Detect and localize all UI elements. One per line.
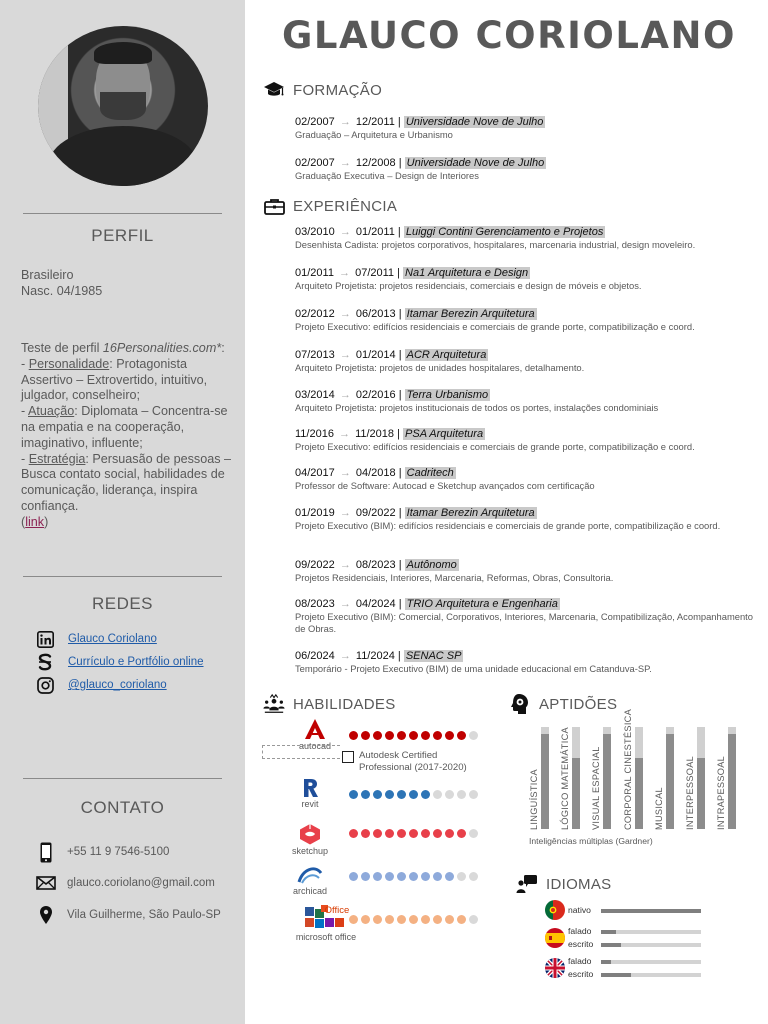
start-date: 11/2016 [295, 428, 334, 440]
end-date: 02/2016 [355, 389, 396, 401]
organization: TRIO Arquitetura e Engenharia [406, 598, 558, 610]
entry-description: Projeto Executivo: edifícios residenciais e comerciais de grande porte, compatibilização e coord. [295, 321, 695, 332]
entry-description: Professor de Software: Autocad e Sketchup avançados com certificação [295, 480, 595, 491]
portfolio-icon [36, 653, 54, 671]
language-level-bar [601, 960, 701, 964]
level-dot [469, 790, 478, 799]
speech-icon [516, 874, 538, 894]
level-dot [433, 790, 442, 799]
level-dot [469, 872, 478, 881]
sketchup-logo [280, 823, 340, 856]
linkedin-icon [36, 630, 54, 648]
nationality: Brasileiro [21, 268, 74, 282]
start-date: 03/2010 [295, 226, 335, 238]
start-date: 01/2011 [295, 267, 334, 279]
skill-name: sketchup [291, 846, 329, 856]
link-close: ) [44, 514, 49, 529]
link-open: ( [21, 514, 26, 529]
level-dot [433, 915, 442, 924]
birth-date: Nasc. 04/1985 [21, 283, 103, 298]
instagram-link[interactable]: @glauco_coriolano [68, 679, 167, 691]
level-dot [349, 872, 358, 881]
idiomas-heading [516, 874, 611, 894]
entry [295, 558, 755, 584]
entry [295, 427, 755, 453]
entry-header [295, 115, 755, 129]
entry-header [295, 156, 755, 170]
level-dot [373, 915, 382, 924]
separator: | [395, 157, 405, 169]
level-dot [433, 872, 442, 881]
revit-logo [280, 778, 340, 809]
separator: | [395, 349, 405, 361]
formacao-title: FORMAÇÃO [293, 81, 383, 99]
aptidoes-heading [509, 694, 617, 714]
level-dot [361, 872, 370, 881]
instagram-icon [36, 676, 54, 694]
level-dot [385, 915, 394, 924]
aptitude-label: INTERPESSOAL [685, 755, 695, 830]
organization: Itamar Berezin Arquitetura [406, 308, 535, 320]
entry-header [295, 597, 755, 611]
start-date: 01/2019 [295, 507, 335, 519]
skill-dots-microsoft-office [349, 915, 478, 924]
level-dot [373, 829, 382, 838]
level-dot [421, 731, 430, 740]
start-date: 03/2014 [295, 389, 335, 401]
entry-header [295, 427, 755, 441]
language-level-bar [601, 973, 701, 977]
organization: Na1 Arquitetura e Design [405, 267, 529, 279]
entry-header [295, 649, 755, 663]
formacao-heading [263, 80, 382, 100]
level-dot [457, 872, 466, 881]
uk-flag-icon [545, 958, 565, 978]
arrow-right-icon: → [339, 428, 351, 440]
level-dot [457, 829, 466, 838]
start-date: 08/2023 [295, 598, 335, 610]
level-dot [421, 872, 430, 881]
mail-icon [36, 872, 56, 894]
level-dot [469, 915, 478, 924]
language-level-fill [601, 930, 616, 934]
team-skills-icon [263, 694, 285, 714]
start-date: 07/2013 [295, 349, 335, 361]
organization: Universidade Nove de Julho [406, 157, 545, 169]
portugal-flag-icon [545, 900, 565, 920]
skill-name: autocad [298, 741, 332, 751]
start-date: 02/2012 [295, 308, 335, 320]
aptitude-bar-fill [603, 734, 611, 829]
entry-header [295, 388, 755, 402]
phone-number[interactable]: +55 11 9 7546-5100 [67, 846, 170, 858]
aptitude-bar-fill [541, 734, 549, 829]
skill-name: archicad [292, 886, 328, 896]
estrategia-text: : Persuasão de pessoas – Busca contato social, habilidades de comunicação, liderança, inspira confiança. [21, 451, 232, 513]
arrow-right-icon: → [339, 226, 351, 238]
autocad-icon [303, 718, 327, 740]
entry-header [295, 307, 755, 321]
network-portfolio[interactable] [36, 653, 204, 671]
level-dot [397, 829, 406, 838]
divider [23, 576, 222, 577]
email-address[interactable]: glauco.coriolano@gmail.com [67, 877, 215, 889]
arrow-right-icon: → [339, 598, 351, 610]
contact-phone [36, 841, 169, 863]
aptitude-bar [541, 727, 549, 829]
entry [295, 225, 755, 251]
aptidoes-title: APTIDÕES [539, 695, 618, 713]
entry-description: Graduação Executiva – Design de Interiores [295, 170, 479, 181]
entry-description: Arquiteto Projetista: projetos institucionais de todos os portes, instalações condominiais [295, 402, 659, 413]
personalidade-label: Personalidade [28, 356, 110, 371]
entry-header [295, 266, 755, 280]
idiomas-title: IDIOMAS [546, 875, 612, 893]
level-dot [385, 731, 394, 740]
entry-description: Graduação – Arquitetura e Urbanismo [295, 129, 453, 140]
aptitude-bar-fill [728, 734, 736, 829]
level-dot [445, 915, 454, 924]
level-dot [421, 790, 430, 799]
separator: | [395, 559, 405, 571]
entry-description: Arquiteto Projetista: projetos de unidades hospitalares, detalhamento. [295, 362, 585, 373]
entry [295, 266, 755, 292]
entry-description: Projeto Executivo (BIM): edifícios residenciais e comerciais de grande porte, compatibilização e coord. [295, 520, 721, 531]
separator: | [394, 428, 404, 440]
end-date: 04/2018 [355, 467, 396, 479]
level-dot [349, 790, 358, 799]
level-dot [373, 790, 382, 799]
start-date: 04/2017 [295, 467, 335, 479]
divider [23, 213, 222, 214]
sketchup-icon [298, 823, 322, 845]
level-dot [409, 731, 418, 740]
entry-description: Temporário - Projeto Executivo (BIM) de uma unidade educacional em Catanduva-SP. [295, 663, 652, 674]
start-date: 02/2007 [295, 116, 335, 128]
linkedin-link[interactable]: Glauco Coriolano [68, 633, 157, 645]
entry [295, 307, 755, 333]
arrow-right-icon: → [339, 467, 351, 479]
profile-photo [38, 26, 208, 186]
level-dot [469, 731, 478, 740]
cert-line-1: Autodesk Certified [359, 750, 438, 761]
entry-description: Desenhista Cadista: projetos corporativos, hospitalares, marcenaria industrial, design moveleiro. [295, 239, 696, 250]
start-date: 09/2022 [295, 559, 335, 571]
aptitude-bar [572, 727, 580, 829]
network-instagram[interactable] [36, 676, 167, 694]
entry-description: Projeto Executivo (BIM): Comercial, Corporativos, Interiores, Marcenaria, Compatibilização, Acompanhamento de Obras. [295, 611, 754, 634]
aptidoes-note: Inteligências múltiplas (Gardner) [529, 836, 653, 846]
start-date: 02/2007 [295, 157, 335, 169]
level-dot [457, 915, 466, 924]
atuacao-text: : Diplomata – Concentra-se na empatia e na cooperação, imaginativo, influente; [21, 404, 228, 450]
level-dot [385, 872, 394, 881]
level-dot [445, 829, 454, 838]
end-date: 07/2011 [355, 267, 395, 279]
test-site: 16Personalities.com* [102, 341, 222, 355]
language-level-label: falado [568, 926, 592, 936]
level-dot [349, 731, 358, 740]
aptitude-bar [666, 727, 674, 829]
level-dot [385, 829, 394, 838]
skill-name: microsoft office [295, 932, 357, 942]
entry-header [295, 506, 755, 520]
organization: Universidade Nove de Julho [405, 116, 544, 128]
skill-dots-revit [349, 790, 478, 799]
entry-header [295, 466, 755, 480]
experiencia-title: EXPERIÊNCIA [293, 197, 398, 215]
separator: | [395, 507, 405, 519]
skill-dots-archicad [349, 872, 478, 881]
organization: ACR Arquitetura [406, 349, 487, 361]
language-level-bar [601, 930, 701, 934]
level-dot [361, 915, 370, 924]
end-date: 01/2014 [355, 349, 396, 361]
phone-icon [36, 841, 56, 863]
level-dot [397, 915, 406, 924]
entry [295, 348, 755, 374]
level-dot [373, 872, 382, 881]
organization: Cadritech [406, 467, 454, 479]
network-linkedin[interactable] [36, 630, 157, 648]
level-dot [457, 731, 466, 740]
location-text: Vila Guilherme, São Paulo-SP [67, 909, 221, 921]
organization: Terra Urbanismo [406, 389, 489, 401]
level-dot [361, 790, 370, 799]
end-date: 11/2024 [355, 650, 395, 662]
arrow-right-icon: → [339, 267, 351, 279]
atuacao-label: Atuação [28, 404, 75, 419]
aptitude-bar [603, 727, 611, 829]
aptitude-label: MUSICAL [653, 787, 664, 830]
language-level-label: falado [568, 956, 592, 966]
location-pin-icon [36, 904, 56, 926]
level-dot [349, 915, 358, 924]
aptitude-label: VISUAL ESPACIAL [591, 746, 602, 830]
autodesk-certification [342, 750, 467, 774]
aptitude-label: CORPORAL CINESTÉSICA [622, 708, 633, 830]
personalidade-text: : Protagonista Assertivo – Extrovertido, intuitivo, julgador, conselheiro; [21, 356, 208, 403]
aptitude-bar-fill [635, 758, 643, 829]
entry-description: Projeto Executivo: edifícios residenciais e comerciais de grande porte, compatibilização e coord. [295, 441, 695, 452]
archicad-icon [297, 865, 323, 885]
habilidades-title: HABILIDADES [293, 695, 396, 713]
graduation-cap-icon [263, 80, 285, 100]
office-logo-text: Office [324, 904, 350, 916]
revit-icon [300, 778, 320, 798]
arrow-right-icon: → [339, 650, 351, 662]
entry-header [295, 225, 755, 239]
level-dot [409, 829, 418, 838]
separator: | [395, 467, 405, 479]
entry [295, 466, 755, 492]
separator: | [395, 308, 405, 320]
autodesk-icon [342, 751, 354, 763]
level-dot [433, 731, 442, 740]
brain-gear-icon [509, 694, 531, 714]
test-link[interactable]: link [25, 514, 45, 529]
organization: Luiggi Contini Gerenciamento e Projetos [405, 226, 604, 238]
aptitude-bar-fill [697, 758, 705, 829]
arrow-right-icon: → [339, 116, 351, 128]
language-level-fill [601, 960, 611, 964]
level-dot [409, 872, 418, 881]
candidate-name: GLAUCO CORIOLANO [282, 14, 736, 57]
end-date: 11/2018 [355, 428, 395, 440]
end-date: 08/2023 [355, 559, 396, 571]
skill-dots-sketchup [349, 829, 478, 838]
skill-dots-autocad [349, 731, 478, 740]
level-dot [445, 872, 454, 881]
language-level-bar [601, 943, 701, 947]
portfolio-link[interactable]: Currículo e Portfólio online [68, 656, 204, 668]
personal-info [21, 268, 239, 300]
archicad-logo [280, 865, 340, 896]
level-dot [421, 915, 430, 924]
level-dot [409, 915, 418, 924]
level-dot [349, 829, 358, 838]
separator: | [394, 226, 404, 238]
skill-name: revit [301, 799, 319, 809]
organization: PSA Arquitetura [405, 428, 484, 440]
habilidades-heading [263, 694, 396, 714]
estrategia-label: Estratégia [28, 451, 86, 466]
contact-email [36, 872, 215, 894]
entry-description: Arquiteto Projetista: projetos residenciais, comerciais e design de móveis e objetos. [295, 280, 642, 291]
separator: | [394, 116, 404, 128]
office-icon [303, 905, 350, 929]
perfil-title: PERFIL [91, 226, 154, 245]
aptitude-label: LÓGICO MATEMÁTICA [560, 727, 571, 830]
arrow-right-icon: → [339, 559, 351, 571]
contact-location [36, 904, 221, 926]
sidebar [0, 0, 245, 1024]
entry-header [295, 348, 755, 362]
cert-line-2: Professional (2017-2020) [359, 762, 467, 773]
arrow-right-icon: → [339, 389, 351, 401]
entry [295, 597, 755, 635]
arrow-right-icon: → [339, 349, 351, 361]
level-dot [433, 829, 442, 838]
aptitude-bar-fill [572, 758, 580, 829]
organization: Autônomo [406, 559, 457, 571]
language-level-bar [601, 909, 701, 913]
level-dot [469, 829, 478, 838]
level-dot [397, 872, 406, 881]
cert-connector [262, 745, 340, 759]
level-dot [445, 731, 454, 740]
language-level-label: escrito [568, 969, 594, 979]
test-colon: : [221, 341, 225, 355]
level-dot [445, 790, 454, 799]
personality-test: Teste de perfil 16Personalities.com*: - Personalidade: Protagonista Assertivo – Extrovertido, intuitivo, julgador, conselheiro; - Atuação: Diplomata – Concentra-se na empatia e na cooperação, imaginativo, influente; - Estratégia: Persuasão de pessoas – Busca contato social, habilidades de comunicação, liderança, inspira confiança. (link) [21, 341, 232, 529]
separator: | [394, 267, 404, 279]
aptitude-bar [728, 727, 736, 829]
end-date: 01/2011 [355, 226, 395, 238]
contato-title: CONTATO [80, 798, 165, 817]
level-dot [361, 731, 370, 740]
separator: | [395, 598, 405, 610]
organization: SENAC SP [405, 650, 462, 662]
test-intro: Teste de perfil [21, 341, 103, 355]
end-date: 12/2008 [355, 157, 396, 169]
separator: | [395, 389, 405, 401]
end-date: 09/2022 [355, 507, 396, 519]
briefcase-icon [263, 196, 285, 216]
aptitude-bar [635, 727, 643, 829]
level-dot [397, 731, 406, 740]
end-date: 12/2011 [355, 116, 395, 128]
redes-title: REDES [91, 594, 154, 613]
level-dot [397, 790, 406, 799]
entry-header [295, 558, 755, 572]
level-dot [457, 790, 466, 799]
entry [295, 649, 755, 675]
arrow-right-icon: → [339, 157, 351, 169]
entry [295, 388, 755, 414]
end-date: 04/2024 [355, 598, 396, 610]
arrow-right-icon: → [339, 308, 351, 320]
start-date: 06/2024 [295, 650, 335, 662]
level-dot [373, 731, 382, 740]
aptitude-bar [697, 727, 705, 829]
spain-flag-icon [545, 928, 565, 948]
level-dot [421, 829, 430, 838]
separator: | [394, 650, 404, 662]
level-dot [409, 790, 418, 799]
aptitude-label: LINGUÍSTICA [529, 769, 539, 830]
organization: Itamar Berezin Arquitetura [406, 507, 535, 519]
entry-description: Projetos Residenciais, Interiores, Marcenaria, Reformas, Obras, Consultoria. [295, 572, 614, 583]
end-date: 06/2013 [355, 308, 396, 320]
language-level-label: escrito [568, 939, 594, 949]
language-level-fill [601, 973, 631, 977]
experiencia-heading [263, 196, 397, 216]
aptitude-bar-fill [666, 734, 674, 829]
entry [295, 115, 755, 141]
level-dot [385, 790, 394, 799]
entry [295, 156, 755, 182]
entry [295, 506, 755, 532]
divider [23, 778, 222, 779]
arrow-right-icon: → [339, 507, 351, 519]
level-dot [361, 829, 370, 838]
language-level-fill [601, 943, 621, 947]
language-level-label: nativo [568, 905, 591, 915]
language-level-fill [601, 909, 701, 913]
aptitude-label: INTRAPESSOAL [716, 755, 727, 830]
